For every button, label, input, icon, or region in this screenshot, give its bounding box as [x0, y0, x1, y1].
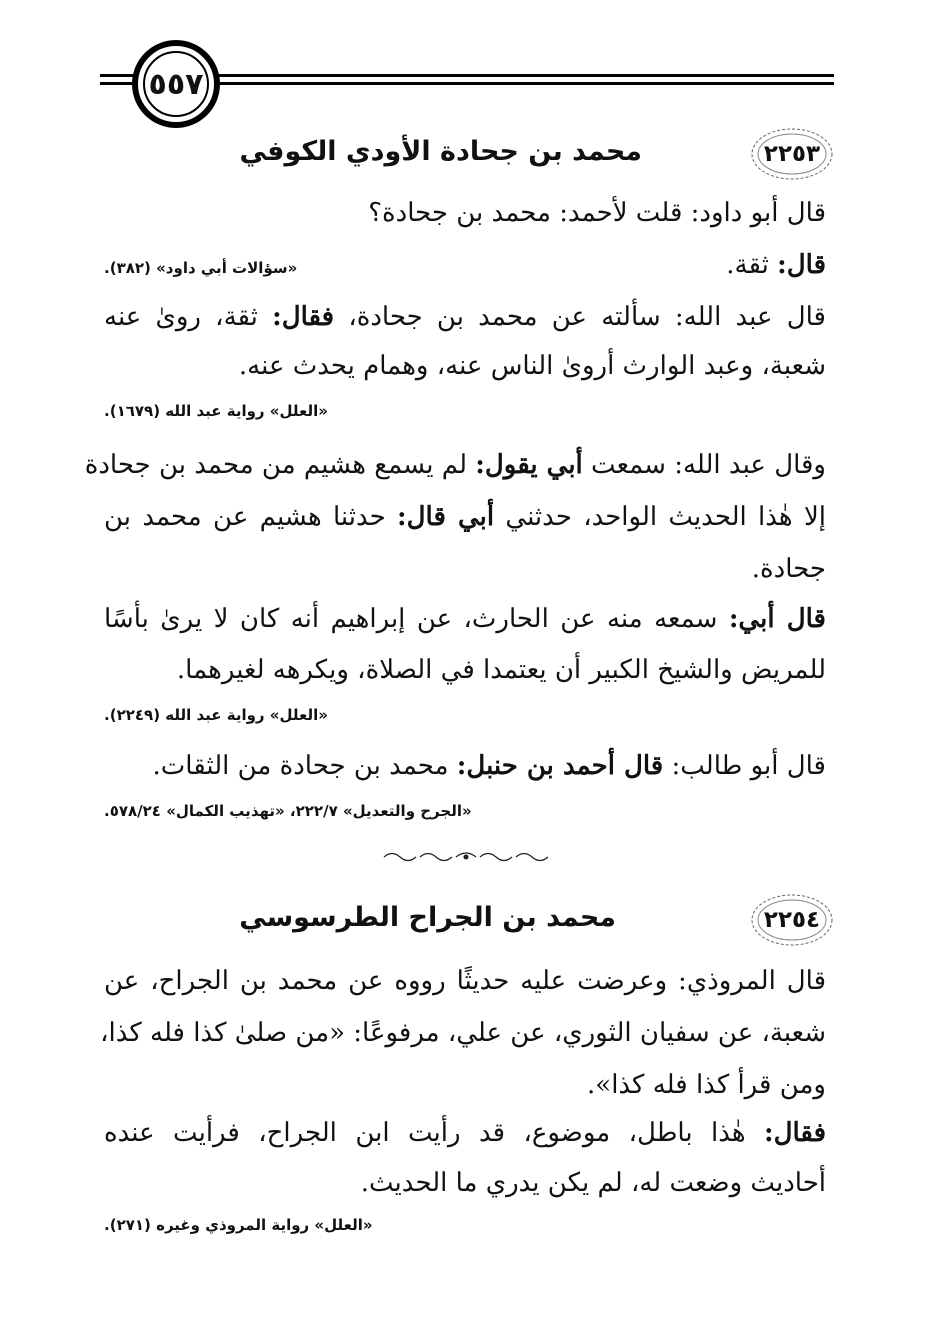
text-line: شعبة، وعبد الوارث أروىٰ الناس عنه، وهمام يحدث عنه.: [238, 351, 826, 381]
text-line: للمريض والشيخ الكبير أن يعتمدا في الصلاة، ويكرهه لغيرهما.: [176, 655, 826, 685]
source-citation: «العلل» رواية عبد الله (١٦٧٩).: [104, 402, 328, 420]
entry-number: ٢٢٥٤: [763, 907, 821, 933]
entry-number: ٢٢٥٣: [763, 141, 821, 167]
text-line: قال أبو داود: قلت لأحمد: محمد بن جحادة؟: [368, 198, 826, 228]
source-citation: «العلل» رواية المروذي وغيره (٢٧١).: [104, 1216, 373, 1234]
text-fragment: حدثنا هشيم عن محمد بن: [104, 502, 398, 532]
text-fragment: وقال عبد الله: سمعت: [582, 450, 826, 480]
text-fragment: هٰذا باطل، موضوع، قد رأيت ابن الجراح، فرأيت عنده: [104, 1118, 764, 1148]
text-line: جحادة.: [751, 554, 826, 584]
entry-number-badge: [748, 892, 836, 948]
page-number: ٥٥٧: [148, 66, 204, 102]
text-line: شعبة، عن سفيان الثوري، عن علي، مرفوعًا: «من صلىٰ كذا فله كذا،: [100, 1018, 826, 1048]
text-line: [104, 604, 826, 634]
text-line: [104, 302, 826, 332]
source-citation: «العلل» رواية عبد الله (٢٢٤٩).: [104, 706, 328, 724]
entry-title: محمد بن الجراح الطرسوسي: [239, 902, 616, 933]
text-line: [726, 250, 826, 280]
text-fragment: إلا هٰذا الحديث الواحد، حدثني: [494, 502, 826, 532]
speaker-label: قال أحمد بن حنبل:: [456, 751, 664, 781]
text-line: أحاديث وضعت له، لم يكن يدري ما الحديث.: [360, 1168, 826, 1198]
source-citation: «الجرح والتعديل» ٢٢٢/٧، «تهذيب الكمال» ٥٧٨/٢٤.: [104, 802, 472, 820]
text-line: [104, 502, 826, 532]
text-fragment: ثقة.: [726, 250, 778, 280]
text-fragment: سمعه منه عن الحارث، عن إبراهيم أنه كان لا يرىٰ بأسًا: [104, 604, 729, 634]
speaker-label: قال:: [777, 250, 826, 280]
speaker-label: أبي قال:: [397, 502, 495, 532]
text-fragment: لم يسمع هشيم من محمد بن جحادة: [84, 450, 476, 480]
entry-title: محمد بن جحادة الأودي الكوفي: [239, 136, 642, 167]
text-fragment: محمد بن جحادة من الثقات.: [152, 751, 457, 781]
speaker-label: أبي يقول:: [475, 450, 583, 480]
text-fragment: قال عبد الله: سألته عن محمد بن جحادة،: [334, 302, 826, 332]
text-line: [84, 450, 826, 480]
entry-number-badge: [748, 126, 836, 182]
ornamental-divider: [380, 850, 552, 864]
speaker-label: قال أبي:: [728, 604, 826, 634]
page-number-badge: [132, 40, 220, 128]
text-line: [104, 1118, 826, 1148]
speaker-label: فقال:: [272, 302, 335, 332]
text-line: قال المروذي: وعرضت عليه حديثًا رووه عن محمد بن الجراح، عن: [104, 966, 826, 996]
source-citation: «سؤالات أبي داود» (٣٨٢).: [104, 259, 298, 277]
text-line: [153, 751, 826, 781]
text-fragment: ثقة، روىٰ عنه: [104, 302, 273, 332]
text-fragment: قال أبو طالب:: [663, 751, 826, 781]
speaker-label: فقال:: [764, 1118, 826, 1148]
text-line: ومن قرأ كذا فله كذا».: [587, 1070, 826, 1100]
